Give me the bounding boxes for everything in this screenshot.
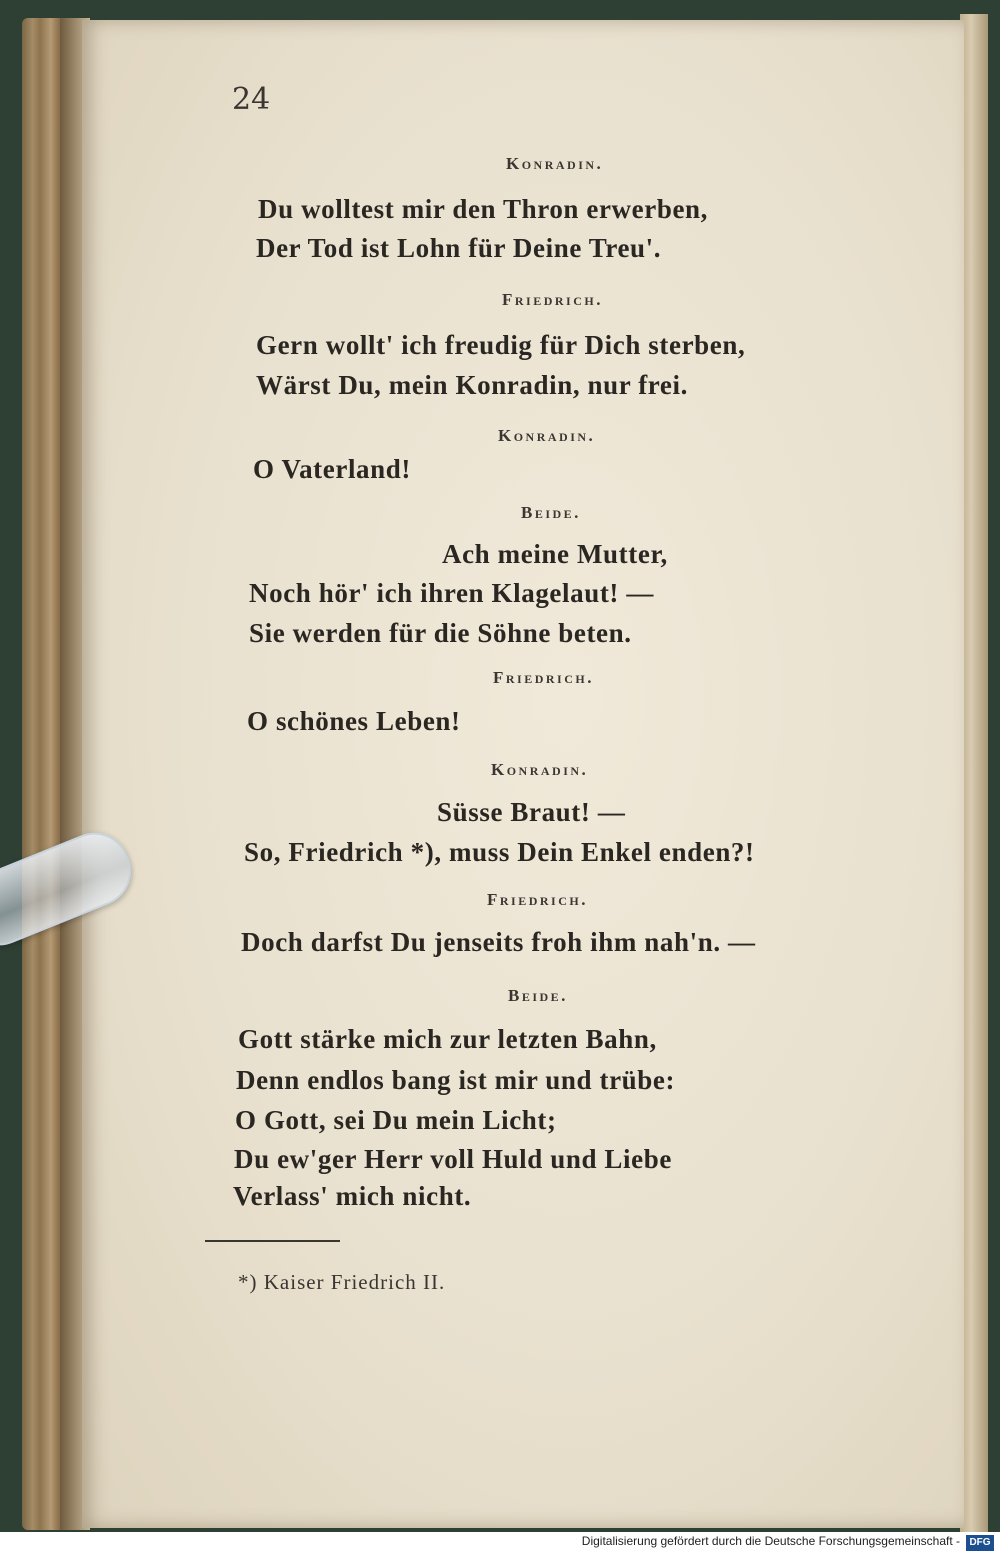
- verse-line: Süsse Braut! —: [437, 797, 626, 827]
- verse-line: O Vaterland!: [253, 454, 411, 484]
- credit-bar: [0, 1532, 1000, 1555]
- speaker-heading: Beide.: [521, 503, 581, 522]
- footnote-divider: [205, 1240, 340, 1242]
- verse-line: Du wolltest mir den Thron erwerben,: [258, 194, 708, 224]
- verse-line: Gott stärke mich zur letzten Bahn,: [238, 1024, 657, 1054]
- dfg-logo: DFG: [966, 1535, 994, 1551]
- speaker-heading: Friedrich.: [487, 890, 588, 909]
- speaker-heading: Friedrich.: [502, 290, 603, 309]
- verse-line: Doch darfst Du jenseits froh ihm nah'n. —: [241, 927, 756, 957]
- verse-line: Denn endlos bang ist mir und trübe:: [236, 1065, 676, 1095]
- verse-line: Gern wollt' ich freudig für Dich sterben,: [256, 330, 746, 360]
- adjacent-page-edge: [960, 14, 988, 1534]
- verse-line: Wärst Du, mein Konradin, nur frei.: [256, 370, 688, 400]
- verse-line: Verlass' mich nicht.: [233, 1181, 472, 1211]
- verse-line: O Gott, sei Du mein Licht;: [235, 1105, 557, 1135]
- funding-credit: Digitalisierung gefördert durch die Deutsche Forschungsgemeinschaft -: [581, 1534, 960, 1548]
- footnote: *) Kaiser Friedrich II.: [238, 1270, 446, 1294]
- verse-line: Du ew'ger Herr voll Huld und Liebe: [234, 1144, 672, 1174]
- verse-line: Der Tod ist Lohn für Deine Treu'.: [256, 233, 662, 263]
- verse-line: Sie werden für die Söhne beten.: [249, 618, 632, 648]
- page-number: 24: [232, 82, 271, 117]
- verse-line: O schönes Leben!: [247, 706, 461, 736]
- verse-line: Noch hör' ich ihren Klagelaut! —: [249, 578, 654, 608]
- speaker-heading: Friedrich.: [493, 668, 594, 687]
- speaker-heading: Konradin.: [498, 426, 596, 445]
- speaker-heading: Konradin.: [506, 154, 604, 173]
- speaker-heading: Konradin.: [491, 760, 589, 779]
- verse-line: Ach meine Mutter,: [442, 539, 668, 569]
- speaker-heading: Beide.: [508, 986, 568, 1005]
- verse-line: So, Friedrich *), muss Dein Enkel enden?!: [244, 837, 755, 867]
